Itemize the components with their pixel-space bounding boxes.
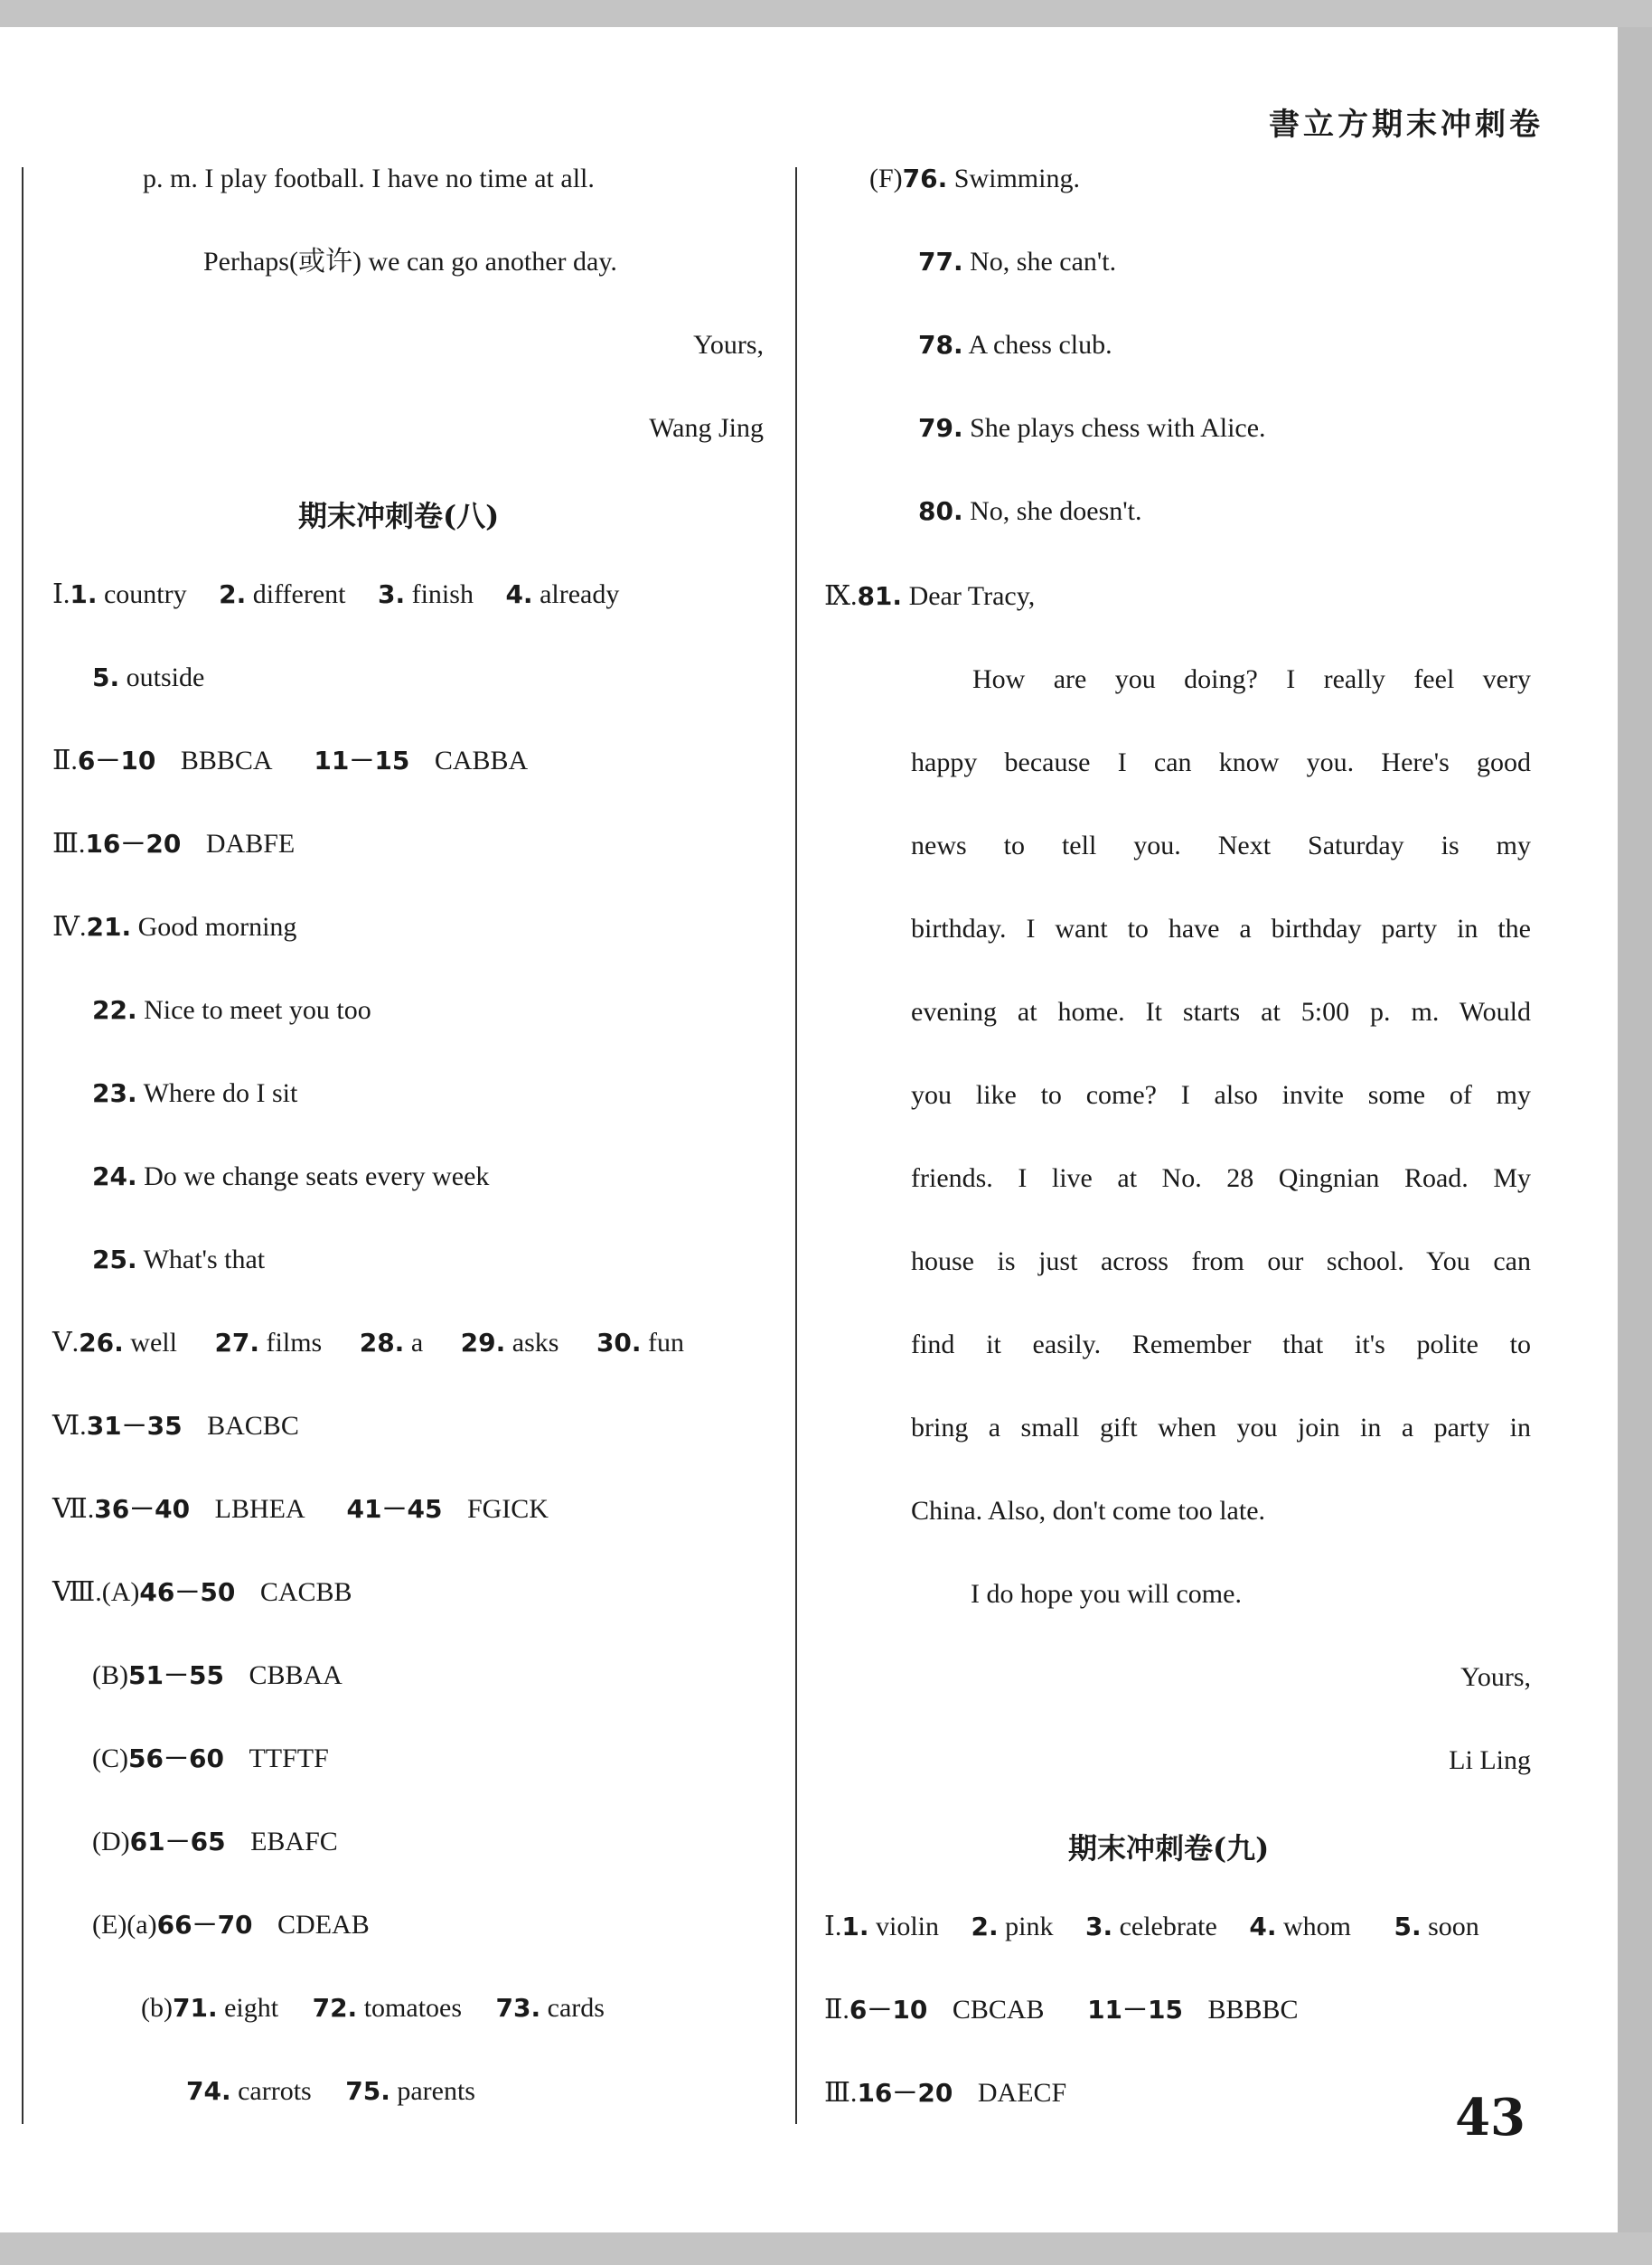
answer: country: [103, 579, 187, 609]
q-number: 29.: [460, 1328, 506, 1358]
q-number: 4.: [505, 579, 533, 609]
q-range: 11－15: [314, 746, 410, 775]
part-label: (C): [92, 1743, 128, 1773]
q-number: 81.: [857, 581, 903, 611]
q-number: 5.: [92, 663, 120, 692]
letter-line: find it easily. Remember that it's polite to: [911, 1330, 1531, 1359]
part-label: (E)(a): [92, 1910, 157, 1940]
center-column-rule: [795, 167, 797, 2124]
letter-line-1: p. m. I play football. I have no time at all.: [143, 164, 595, 193]
left-column-rule: [22, 167, 23, 2124]
answer: Where do I sit: [143, 1078, 298, 1108]
q-number: 78.: [918, 330, 963, 360]
q-number: 75.: [345, 2076, 390, 2106]
answer-row-s3: [52, 828, 295, 860]
q-range: 61－65: [129, 1827, 226, 1856]
q-number: 23.: [92, 1078, 137, 1108]
answer-row-76: [869, 163, 1080, 195]
letter-line: you like to come? I also invite some of my: [911, 1080, 1531, 1110]
answer-row-8C: [92, 1743, 329, 1775]
answer: fun: [648, 1328, 685, 1358]
roman-numeral: Ⅸ.: [824, 581, 858, 611]
answer: eight: [224, 1993, 279, 2023]
answer: BBBBC: [1207, 1995, 1299, 2025]
letter-line: evening at home. It starts at 5:00 p. m. Would: [911, 997, 1531, 1027]
answer: No, she doesn't.: [970, 496, 1142, 526]
answer-row-81: [824, 580, 1035, 613]
q-number: 26.: [79, 1328, 124, 1358]
answer-row-t3: [824, 2077, 1066, 2110]
letter-line: friends. I live at No. 28 Qingnian Road. My: [911, 1163, 1531, 1193]
q-number: 1.: [70, 579, 98, 609]
letter-signature: Wang Jing: [649, 413, 764, 443]
answer-row-t1: [824, 1911, 1479, 1943]
answer-row-8Eb2: [186, 2075, 475, 2108]
scan-border-right: [1618, 27, 1652, 2232]
answer-row-79: [918, 412, 1266, 445]
roman-numeral: Ⅳ.: [52, 912, 87, 942]
answer-row-25: [92, 1244, 265, 1276]
roman-numeral: Ⅲ.: [52, 829, 86, 859]
answer-row-23: [92, 1077, 297, 1110]
q-number: 5.: [1394, 1912, 1422, 1941]
answer: outside: [126, 663, 205, 692]
answer: CDEAB: [277, 1910, 370, 1940]
roman-numeral: Ⅲ.: [824, 2078, 858, 2108]
q-number: 25.: [92, 1245, 137, 1274]
answer: films: [266, 1328, 323, 1358]
answer-row-t2: [824, 1994, 1299, 2026]
q-number: 72.: [312, 1993, 358, 2023]
roman-numeral: Ⅰ.: [824, 1912, 842, 1941]
answer: pink: [1005, 1912, 1054, 1941]
q-range: 56－60: [128, 1743, 224, 1773]
answer-row-21: [52, 911, 296, 944]
q-number: 24.: [92, 1161, 137, 1191]
q-number: 79.: [918, 413, 963, 443]
answer: DABFE: [205, 829, 296, 859]
roman-numeral: Ⅶ.: [52, 1494, 95, 1524]
q-number: 80.: [918, 496, 963, 526]
answer-row-8B: [92, 1659, 343, 1692]
answer: Nice to meet you too: [144, 995, 371, 1025]
roman-numeral: Ⅴ.: [52, 1328, 80, 1358]
q-range: 31－35: [86, 1411, 183, 1441]
q-number: 4.: [1249, 1912, 1277, 1941]
answer: finish: [411, 579, 474, 609]
letter-yours: Yours,: [693, 330, 764, 360]
answer-row-80: [918, 495, 1142, 528]
q-number: 1.: [841, 1912, 869, 1941]
part-label: (F): [869, 164, 903, 193]
answer: LBHEA: [214, 1494, 304, 1524]
letter-line-2: Perhaps(或许) we can go another day.: [203, 247, 617, 277]
answer-row-22: [92, 994, 371, 1027]
q-range: 11－15: [1087, 1995, 1183, 2025]
answer: well: [130, 1328, 177, 1358]
answer-row-s1: [52, 578, 619, 611]
answer-row-s5: [52, 1327, 684, 1359]
answer: DAECF: [977, 2078, 1067, 2108]
answer-row-78: [918, 329, 1112, 362]
answer-row-s6: [52, 1410, 299, 1443]
answer: She plays chess with Alice.: [970, 413, 1266, 443]
letter-signature: Li Ling: [1449, 1745, 1531, 1775]
answer: BBBCA: [180, 746, 271, 775]
answer: TTFTF: [249, 1743, 329, 1773]
answer-row-s2: [52, 745, 528, 777]
q-number: 2.: [971, 1912, 999, 1941]
q-number: 27.: [214, 1328, 260, 1358]
roman-numeral: Ⅷ.: [52, 1577, 102, 1607]
answer: A chess club.: [968, 330, 1112, 360]
letter-line: house is just across from our school. You can: [911, 1246, 1531, 1276]
answer: FGICK: [466, 1494, 549, 1524]
answer-row-s7: [52, 1493, 549, 1526]
answer: parents: [397, 2076, 475, 2106]
letter-line: birthday. I want to have a birthday party in the: [911, 914, 1531, 944]
answer-row-24: [92, 1161, 489, 1193]
q-number: 22.: [92, 995, 137, 1025]
roman-numeral: Ⅱ.: [52, 746, 78, 775]
q-number: 73.: [495, 1993, 541, 2023]
answer: EBAFC: [250, 1827, 338, 1856]
q-number: 74.: [186, 2076, 231, 2106]
answer: a: [410, 1328, 424, 1358]
q-number: 21.: [86, 912, 132, 942]
q-number: 71.: [172, 1993, 218, 2023]
letter-closing: I do hope you will come.: [971, 1579, 1242, 1609]
q-range: 36－40: [94, 1494, 191, 1524]
answer: CACBB: [259, 1577, 352, 1607]
answer: BACBC: [207, 1411, 299, 1441]
part-label: (A): [101, 1577, 140, 1607]
q-range: 16－20: [857, 2078, 953, 2108]
q-range: 51－55: [128, 1660, 224, 1690]
answer: No, she can't.: [970, 247, 1117, 277]
answer: What's that: [143, 1245, 266, 1274]
answer: Swimming.: [953, 164, 1080, 193]
answer: cards: [547, 1993, 605, 2023]
q-number: 3.: [1084, 1912, 1113, 1941]
q-number: 30.: [596, 1328, 642, 1358]
part-label: (D): [92, 1827, 130, 1856]
answer: Do we change seats every week: [144, 1161, 490, 1191]
answer: carrots: [238, 2076, 312, 2106]
q-range: 46－50: [139, 1577, 236, 1607]
answer: CBCAB: [952, 1995, 1045, 2025]
letter-line: happy because I can know you. Here's good: [911, 747, 1531, 777]
section-title-9: 期末冲刺卷(九): [1068, 1831, 1270, 1866]
answer: Good morning: [137, 912, 297, 942]
q-number: 77.: [918, 247, 963, 277]
roman-numeral: Ⅵ.: [52, 1411, 87, 1441]
answer: celebrate: [1119, 1912, 1217, 1941]
answer-row-8E: [92, 1909, 370, 1941]
answer-row-8Eb: [141, 1992, 605, 2025]
section-title-8: 期末冲刺卷(八): [298, 499, 500, 533]
answer: soon: [1428, 1912, 1479, 1941]
answer: asks: [512, 1328, 559, 1358]
q-range: 66－70: [156, 1910, 253, 1940]
q-range: 16－20: [85, 829, 182, 859]
answer-row-8A: [52, 1576, 352, 1609]
roman-numeral: Ⅰ.: [52, 579, 70, 609]
answer-row-77: [918, 246, 1116, 278]
answer: whom: [1282, 1912, 1351, 1941]
letter-line: China. Also, don't come too late.: [911, 1496, 1266, 1526]
answer: violin: [875, 1912, 939, 1941]
letter-line: news to tell you. Next Saturday is my: [911, 831, 1531, 860]
scan-border-bottom: [0, 2232, 1652, 2265]
q-number: 2.: [219, 579, 247, 609]
q-range: 6－10: [77, 746, 156, 775]
letter-yours: Yours,: [1460, 1662, 1531, 1692]
answer: CABBA: [434, 746, 529, 775]
roman-numeral: Ⅱ.: [824, 1995, 849, 2025]
part-label: (B): [92, 1660, 128, 1690]
answer-row-8D: [92, 1826, 338, 1858]
answer-page: [0, 27, 1618, 2232]
answer-row-s1b: [92, 662, 204, 694]
answer: different: [252, 579, 346, 609]
q-number: 3.: [377, 579, 406, 609]
q-range: 41－45: [346, 1494, 443, 1524]
letter-line: bring a small gift when you join in a party in: [911, 1413, 1531, 1443]
answer: already: [540, 579, 620, 609]
q-range: 6－10: [849, 1995, 928, 2025]
page-header: 書立方期末冲刺卷: [1269, 107, 1544, 143]
page-number: 43: [1455, 2088, 1525, 2148]
letter-line: How are you doing? I really feel very: [972, 664, 1531, 694]
answer: tomatoes: [363, 1993, 463, 2023]
answer: CBBAA: [249, 1660, 343, 1690]
q-number: 76.: [902, 164, 948, 193]
q-number: 28.: [359, 1328, 405, 1358]
letter-salutation: Dear Tracy,: [908, 581, 1036, 611]
scan-border-top: [0, 0, 1652, 27]
part-label: (b): [141, 1993, 173, 2023]
